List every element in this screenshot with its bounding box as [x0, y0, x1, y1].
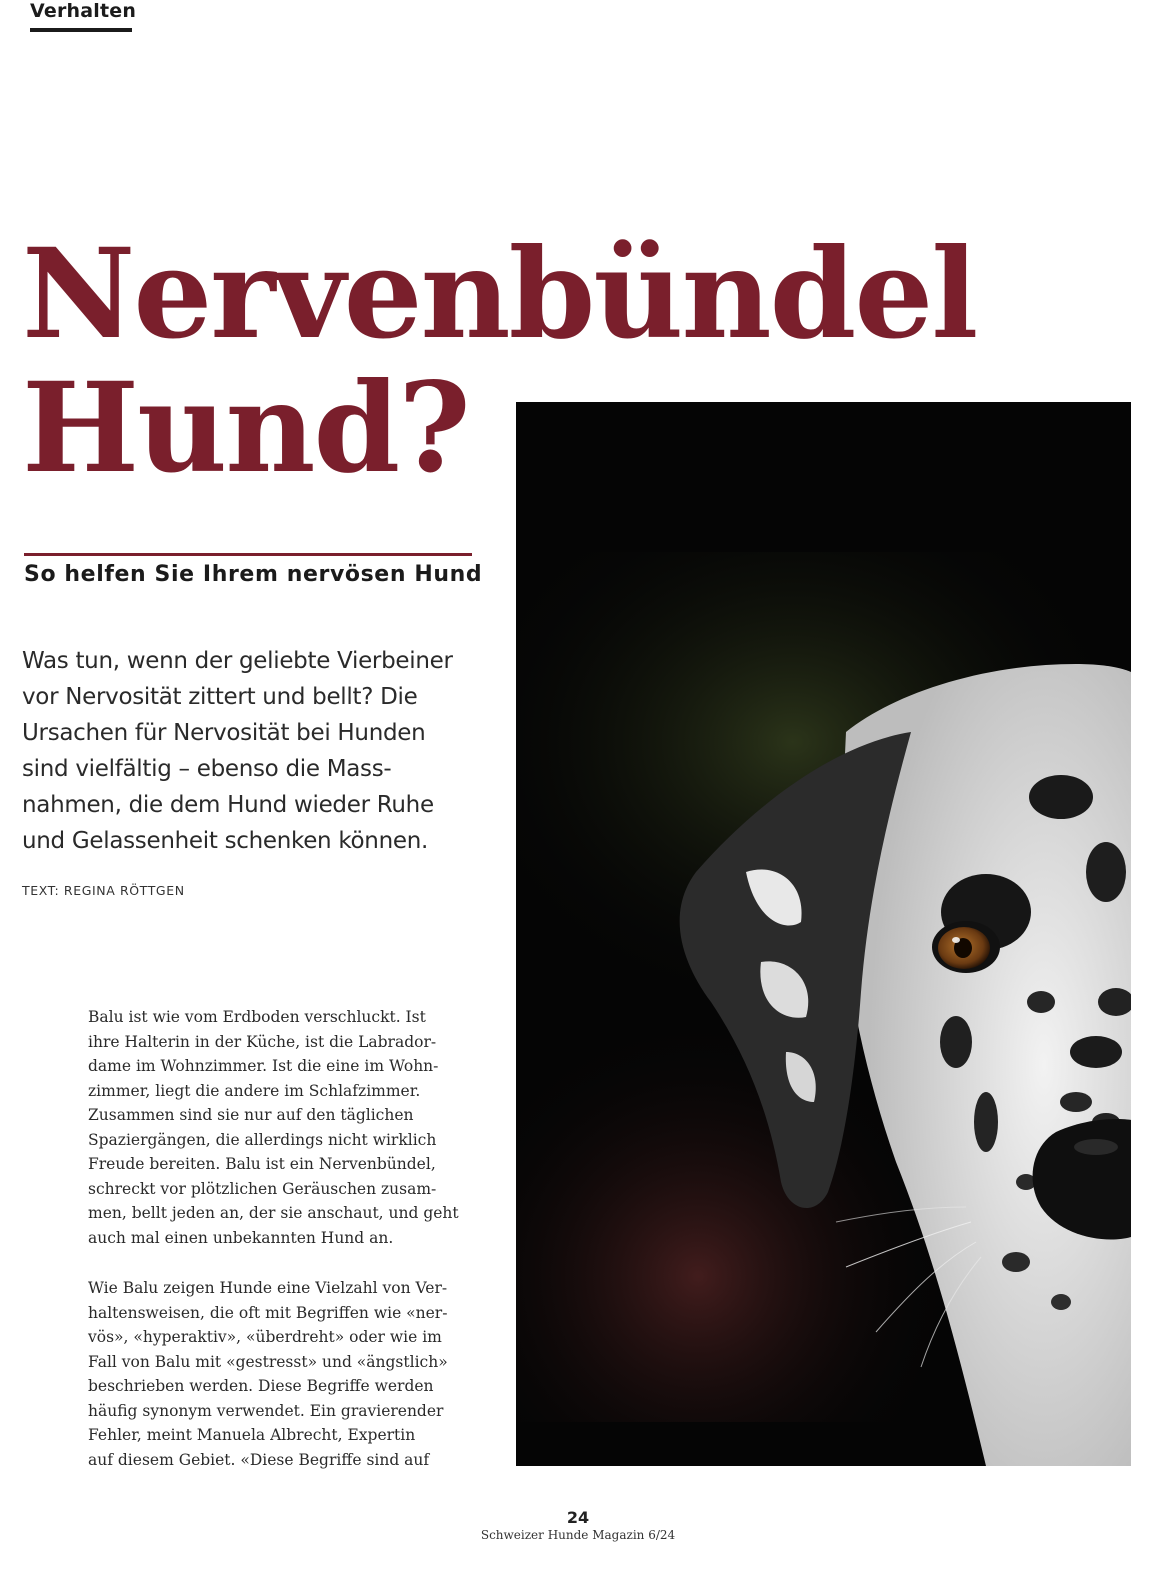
body-line: beschrieben werden. Diese Begriffe werden [88, 1377, 434, 1395]
body-line: Balu ist wie vom Erdboden verschluckt. Ist [88, 1008, 426, 1026]
intro-line: vor Nervosität zittert und bellt? Die [22, 684, 418, 710]
page-number: 24 [566, 1508, 590, 1527]
intro-line: nahmen, die dem Hund wieder Ruhe [22, 792, 434, 818]
body-line: dame im Wohnzimmer. Ist die eine im Wohn- [88, 1057, 439, 1075]
headline-line-1: Nervenbündel [22, 222, 977, 367]
body-line: vös», «hyperaktiv», «überdreht» oder wie im [88, 1328, 442, 1346]
headline-line-2: Hund? [22, 356, 469, 501]
body-line: haltensweisen, die oft mit Begriffen wie «ner- [88, 1303, 448, 1322]
body-line: schreckt vor plötzlichen Geräuschen zusam- [88, 1179, 437, 1198]
section-label: Verhalten [30, 0, 137, 22]
body-line: men, bellt jeden an, der sie anschaut, und geht [88, 1204, 459, 1222]
byline: TEXT: REGINA RÖTTGEN [22, 883, 185, 898]
body-line: auf diesem Gebiet. «Diese Begriffe sind auf [88, 1450, 430, 1469]
dalmatian-illustration [516, 402, 1131, 1466]
intro-lead [22, 643, 502, 859]
intro-line: Was tun, wenn der geliebte Vierbeiner [22, 648, 453, 674]
intro-line: und Gelassenheit schenken können. [22, 828, 428, 854]
body-line: Spaziergängen, die allerdings nicht wirklich [88, 1130, 437, 1149]
subtitle-rule [24, 553, 472, 556]
body-paragraph-1 [88, 1005, 488, 1250]
intro-line: Ursachen für Nervosität bei Hunden [22, 720, 426, 746]
body-line: Freude bereiten. Balu ist ein Nervenbündel, [88, 1155, 436, 1173]
magazine-issue: Schweizer Hunde Magazin 6/24 [480, 1528, 676, 1542]
body-line: Wie Balu zeigen Hunde eine Vielzahl von Ver- [88, 1279, 448, 1297]
section-underline [30, 28, 132, 32]
subtitle: So helfen Sie Ihrem nervösen Hund [24, 562, 483, 587]
body-line: auch mal einen unbekannten Hund an. [88, 1228, 394, 1247]
body-paragraph-2 [88, 1276, 488, 1472]
body-line: ihre Halterin in der Küche, ist die Labrador- [88, 1032, 437, 1051]
body-line: häufig synonym verwendet. Ein gravierender [88, 1401, 444, 1420]
body-line: zimmer, liegt die andere im Schlafzimmer. [88, 1081, 421, 1100]
body-line: Zusammen sind sie nur auf den täglichen [88, 1106, 414, 1124]
body-line: Fall von Balu mit «gestresst» und «ängstlich» [88, 1352, 448, 1371]
body-line: Fehler, meint Manuela Albrecht, Expertin [88, 1426, 416, 1444]
intro-line: sind vielfältig – ebenso die Mass- [22, 756, 392, 782]
dalmatian-photo [516, 402, 1131, 1466]
